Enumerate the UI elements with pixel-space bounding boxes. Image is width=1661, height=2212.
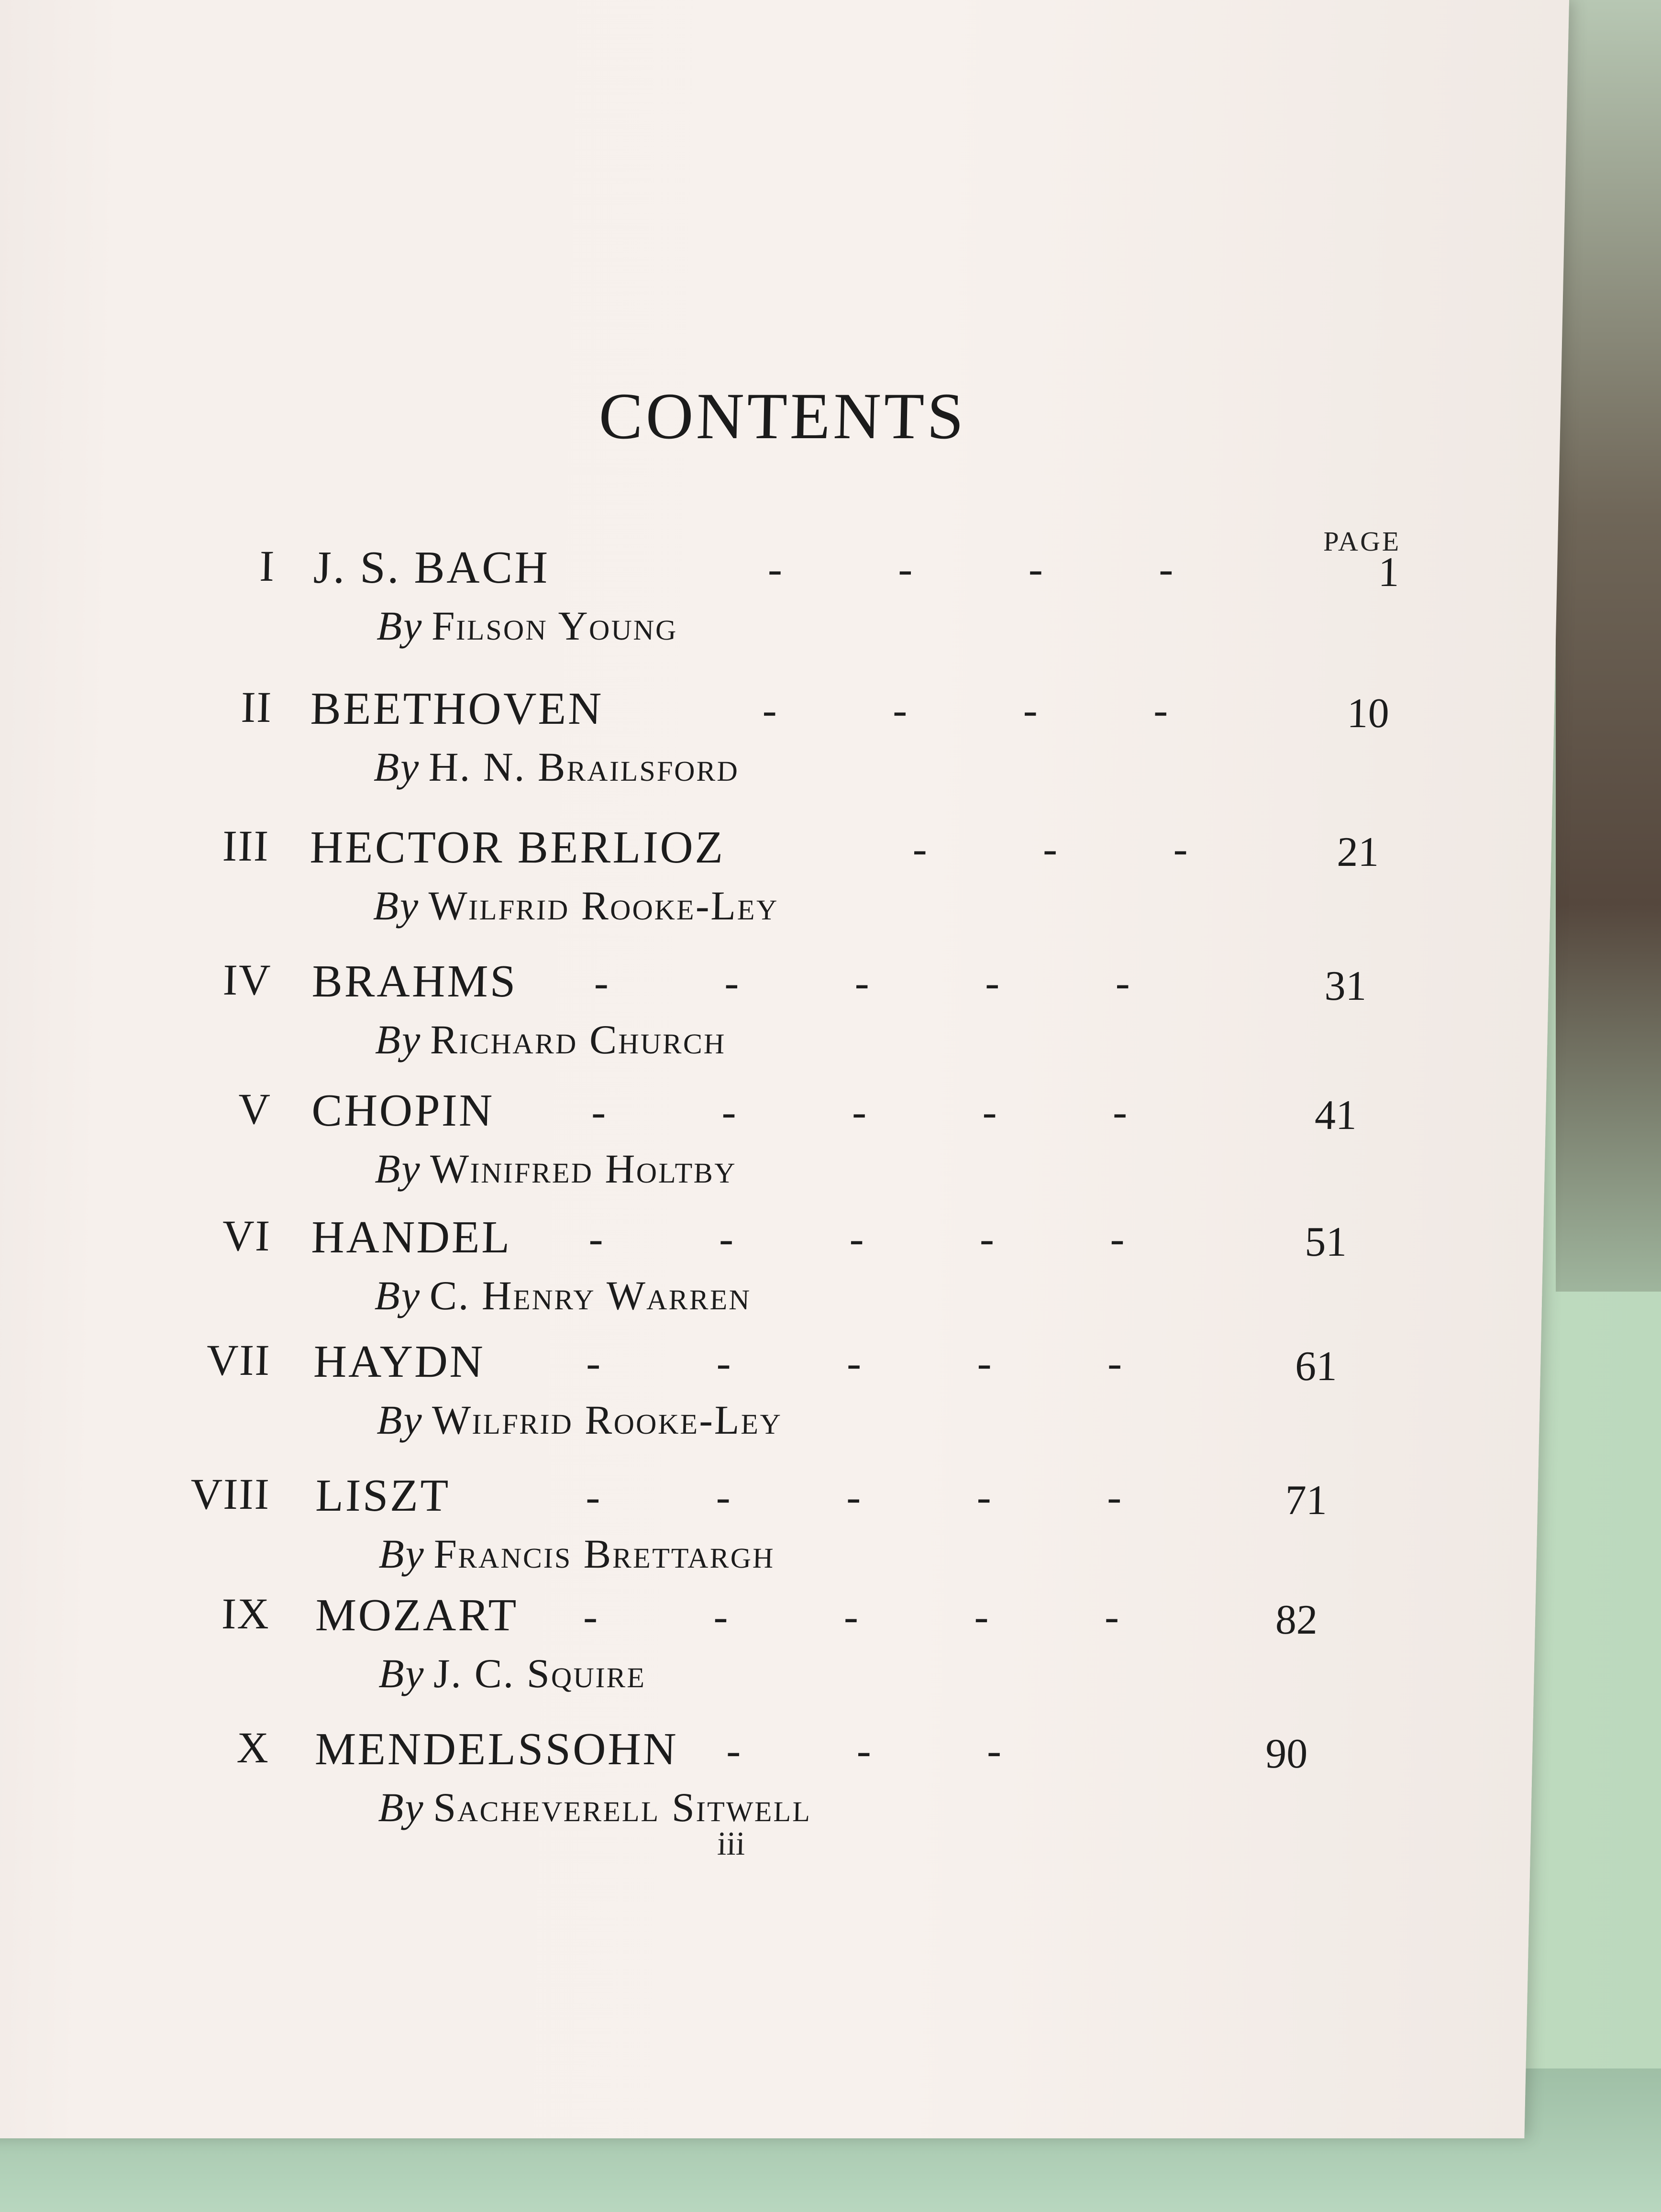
page-number: 10 bbox=[1346, 690, 1390, 737]
contents-entry bbox=[0, 820, 1418, 945]
chapter-byline bbox=[378, 1649, 647, 1697]
page-number: 41 bbox=[1314, 1092, 1358, 1139]
contents-entry bbox=[0, 1469, 1405, 1593]
chapter-title: J. S. BACH bbox=[313, 542, 550, 593]
chapter-numeral: I bbox=[259, 542, 276, 590]
by-label: By bbox=[376, 603, 424, 649]
contents-entry bbox=[0, 1335, 1407, 1459]
chapter-numeral: VIII bbox=[190, 1470, 271, 1518]
page-number: 21 bbox=[1336, 829, 1380, 875]
chapter-numeral: X bbox=[236, 1723, 270, 1772]
chapter-numeral: VII bbox=[206, 1336, 271, 1384]
author-name: Wilfrid Rooke-Ley bbox=[431, 1397, 783, 1443]
leader-dashes: - - - - bbox=[762, 686, 1169, 734]
leader-dashes: - - - - bbox=[767, 545, 1174, 593]
author-name: C. Henry Warren bbox=[429, 1272, 752, 1318]
chapter-byline bbox=[378, 1530, 775, 1578]
chapter-numeral: IX bbox=[221, 1589, 271, 1638]
chapter-title: CHOPIN bbox=[311, 1084, 495, 1136]
by-label: By bbox=[375, 1017, 422, 1062]
chapter-numeral: III bbox=[221, 821, 270, 870]
chapter-byline bbox=[373, 882, 779, 929]
leader-dashes: - - - - - bbox=[593, 959, 1130, 1006]
page-folio: iii bbox=[717, 1825, 746, 1862]
leader-dashes: - - - bbox=[726, 1727, 1002, 1774]
chapter-numeral: VI bbox=[221, 1211, 271, 1260]
author-name: Wilfrid Rooke-Ley bbox=[428, 883, 779, 929]
author-name: H. N. Brailsford bbox=[428, 744, 740, 790]
page-number: 61 bbox=[1295, 1343, 1338, 1390]
chapter-byline bbox=[373, 743, 740, 791]
chapter-title: LISZT bbox=[315, 1470, 451, 1521]
by-label: By bbox=[373, 744, 421, 790]
chapter-title: HAYDN bbox=[313, 1336, 486, 1387]
chapter-byline bbox=[376, 1396, 783, 1444]
author-name: Filson Young bbox=[431, 603, 678, 649]
page-title: CONTENTS bbox=[598, 379, 968, 453]
chapter-numeral: V bbox=[237, 1084, 272, 1133]
author-name: Francis Brettargh bbox=[433, 1531, 775, 1577]
leader-dashes: - - - - - bbox=[583, 1593, 1120, 1640]
contents-entry bbox=[0, 682, 1421, 806]
chapter-title: BRAHMS bbox=[311, 955, 518, 1006]
by-label: By bbox=[378, 1650, 426, 1696]
by-label: By bbox=[373, 883, 421, 929]
chapter-numeral: II bbox=[240, 683, 273, 731]
by-label: By bbox=[378, 1531, 426, 1577]
page-number: 82 bbox=[1275, 1597, 1318, 1643]
author-name: Richard Church bbox=[430, 1017, 727, 1062]
leader-dashes: - - - - - bbox=[586, 1339, 1123, 1387]
chapter-byline bbox=[378, 1783, 812, 1831]
leader-dashes: - - - bbox=[912, 825, 1188, 873]
page-number: 51 bbox=[1304, 1219, 1348, 1265]
chapter-byline bbox=[376, 602, 678, 650]
by-label: By bbox=[377, 1784, 425, 1830]
page-number: 71 bbox=[1285, 1477, 1328, 1524]
chapter-title: MOZART bbox=[315, 1589, 519, 1640]
leader-dashes: - - - - - bbox=[591, 1088, 1128, 1136]
page-number: 31 bbox=[1324, 963, 1367, 1009]
contents-entry bbox=[0, 541, 1424, 665]
contents-entry bbox=[0, 954, 1415, 1079]
contents-entry bbox=[0, 1588, 1402, 1713]
page-number: 1 bbox=[1377, 549, 1400, 596]
contents-entry bbox=[0, 1210, 1410, 1335]
contents-entry bbox=[0, 1084, 1413, 1208]
by-label: By bbox=[374, 1146, 422, 1192]
author-name: Sacheverell Sitwell bbox=[432, 1784, 812, 1830]
author-name: J. C. Squire bbox=[433, 1650, 647, 1696]
leader-dashes: - - - - - bbox=[588, 1215, 1125, 1262]
page-column-label: PAGE bbox=[1323, 526, 1402, 557]
chapter-byline bbox=[374, 1272, 752, 1319]
author-name: Winifred Holtby bbox=[429, 1146, 737, 1192]
page-number: 90 bbox=[1265, 1731, 1308, 1777]
background-backdrop bbox=[1556, 0, 1661, 1292]
chapter-byline bbox=[375, 1016, 726, 1063]
chapter-title: MENDELSSOHN bbox=[314, 1723, 679, 1774]
chapter-numeral: IV bbox=[222, 955, 272, 1004]
by-label: By bbox=[376, 1397, 424, 1443]
contents-entry bbox=[0, 1722, 1399, 1847]
chapter-byline bbox=[375, 1145, 737, 1193]
by-label: By bbox=[374, 1272, 421, 1318]
leader-dashes: - - - - - bbox=[585, 1473, 1122, 1521]
chapter-title: HECTOR BERLIOZ bbox=[309, 821, 726, 873]
chapter-title: BEETHOVEN bbox=[310, 683, 604, 734]
chapter-title: HANDEL bbox=[310, 1211, 512, 1262]
